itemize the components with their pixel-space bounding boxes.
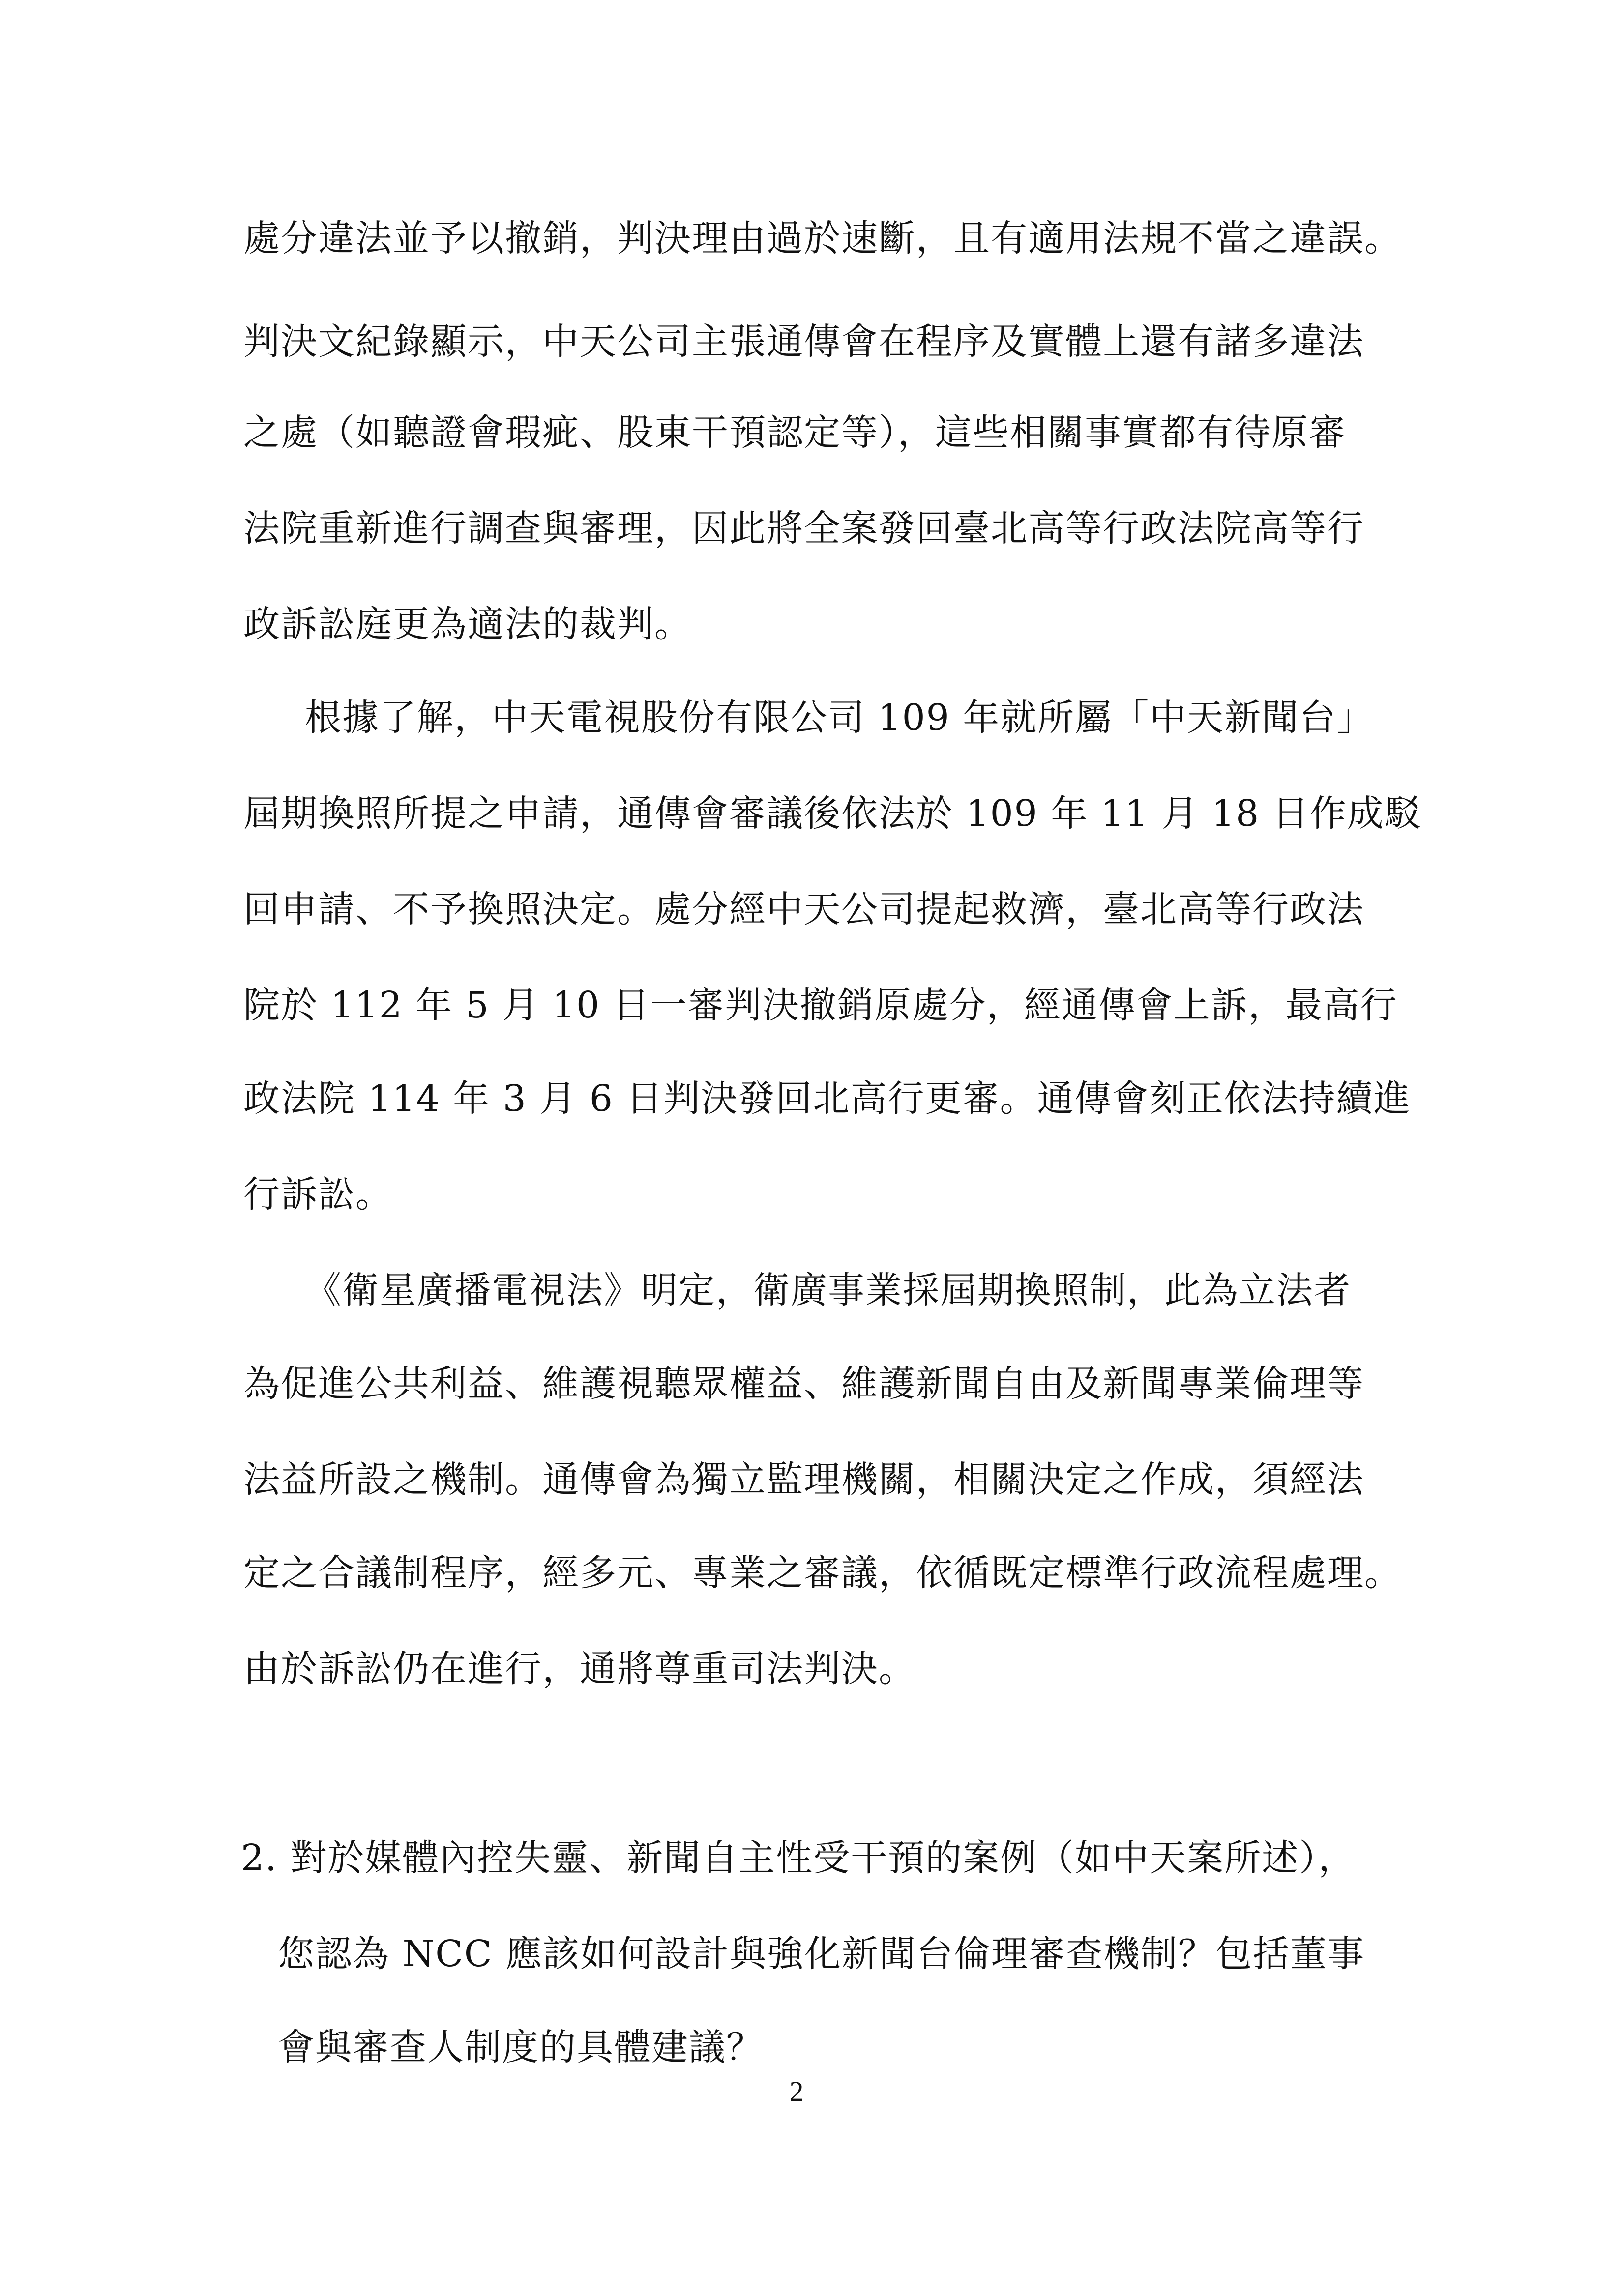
paragraph-1-line-1: 處分違法並予以撤銷，判決理由過於速斷，且有適用法規不當之違誤。 xyxy=(243,217,1402,260)
paragraph-3-line-2: 為促進公共利益、維護視聽眾權益、維護新聞自由及新聞專業倫理等 xyxy=(243,1363,1364,1405)
page-number: 2 xyxy=(789,2075,804,2107)
paragraph-3-line-4: 定之合議制程序，經多元、專業之審議，依循既定標準行政流程處理。 xyxy=(243,1552,1402,1594)
paragraph-1-line-5: 政訴訟庭更為適法的裁判。 xyxy=(243,603,692,645)
paragraph-3-line-3: 法益所設之機制。通傳會為獨立監理機關，相關決定之作成，須經法 xyxy=(243,1458,1364,1501)
paragraph-2-line-5: 政法院 114 年 3 月 6 日判決發回北高行更審。通傳會刻正依法持續進 xyxy=(243,1077,1411,1120)
question-2-line-1: 2. 對於媒體內控失靈、新聞自主性受干預的案例（如中天案所述）， xyxy=(241,1837,1356,1879)
question-2-line-2: 您認為 NCC 應該如何設計與強化新聞台倫理審查機制？包括董事 xyxy=(278,1933,1365,1975)
paragraph-2-line-4: 院於 112 年 5 月 10 日一審判決撤銷原處分，經通傳會上訴，最高行 xyxy=(243,984,1398,1026)
paragraph-3-line-5: 由於訴訟仍在進行，通將尊重司法判決。 xyxy=(243,1648,916,1690)
paragraph-2-line-3: 回申請、不予換照決定。處分經中天公司提起救濟，臺北高等行政法 xyxy=(243,888,1364,930)
paragraph-1-line-3: 之處（如聽證會瑕疵、股東干預認定等），這些相關事實都有待原審 xyxy=(243,411,1346,454)
paragraph-2-line-1: 根據了解，中天電視股份有限公司 109 年就所屬「中天新聞台」 xyxy=(305,697,1374,739)
paragraph-1-line-4: 法院重新進行調查與審理，因此將全案發回臺北高等行政法院高等行 xyxy=(243,507,1364,550)
paragraph-3-line-1: 《衛星廣播電視法》明定，衛廣事業採屆期換照制，此為立法者 xyxy=(305,1269,1351,1311)
question-2-line-3: 會與審查人制度的具體建議？ xyxy=(278,2026,764,2068)
paragraph-1-line-2: 判決文紀錄顯示，中天公司主張通傳會在程序及實體上還有諸多違法 xyxy=(243,320,1364,363)
paragraph-2-line-6: 行訴訟。 xyxy=(243,1173,393,1216)
paragraph-2-line-2: 屆期換照所提之申請，通傳會審議後依法於 109 年 11 月 18 日作成駁 xyxy=(243,792,1422,835)
